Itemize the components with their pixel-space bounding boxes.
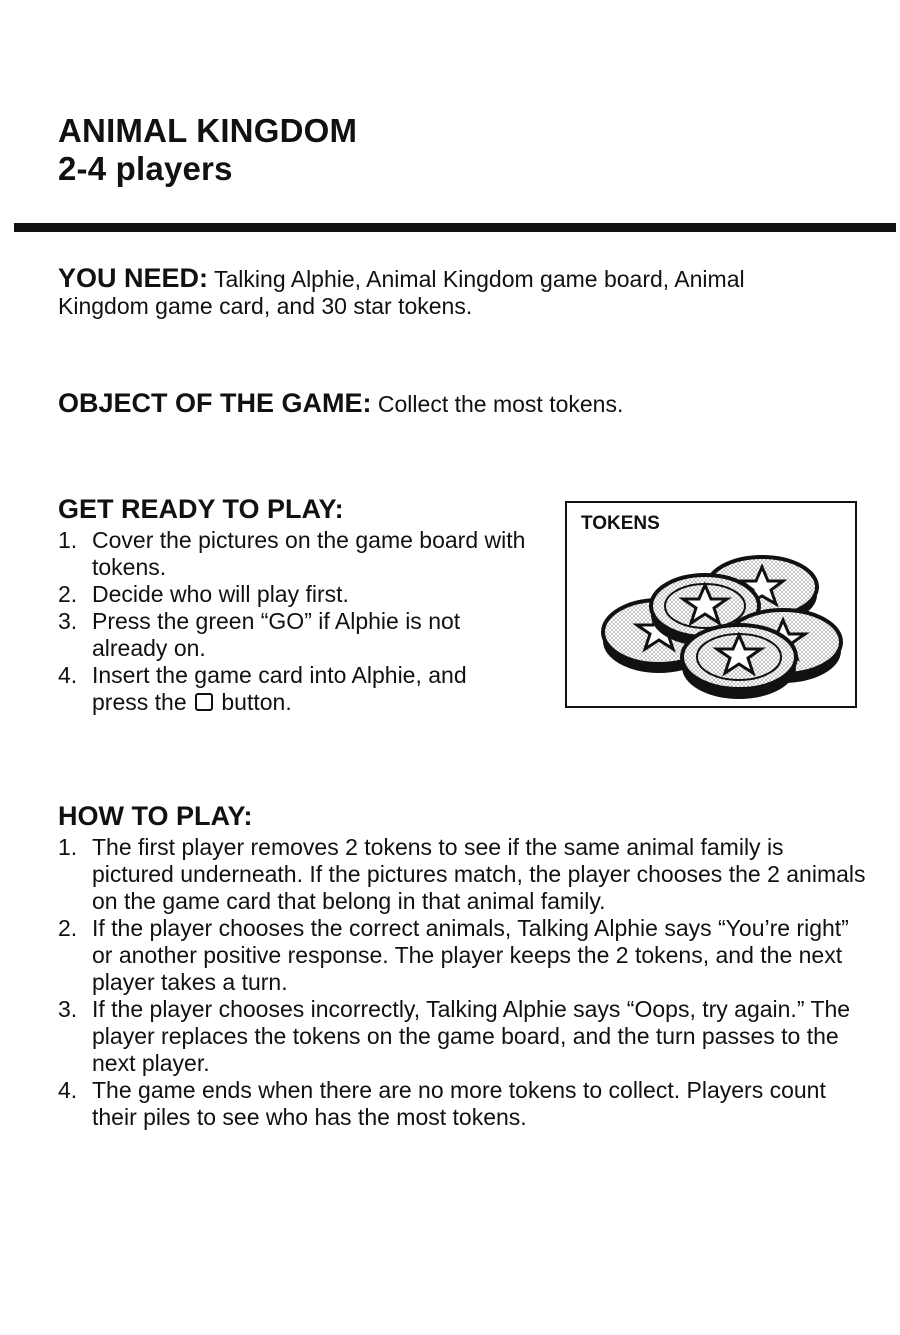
- token-shape: [682, 625, 796, 699]
- you-need-section: [58, 265, 818, 320]
- list-item: 2. If the player chooses the correct animals, Talking Alphie says “You’re right” or another positive response. The player keeps the 2 tokens, and the next player takes a turn.: [58, 915, 849, 995]
- list-item: 3. Press the green “GO” if Alphie is not already on.: [58, 608, 461, 661]
- you-need-text: Talking Alphie, Animal Kingdom game board, Animal Kingdom game card, and 30 star tokens.: [58, 266, 745, 319]
- star-token-icon: [587, 533, 847, 703]
- how-to-play-steps: [58, 834, 870, 1131]
- list-item: 4. The game ends when there are no more tokens to collect. Players count their piles to see who has the most tokens.: [58, 1077, 826, 1130]
- object-label: OBJECT OF THE GAME:: [58, 388, 372, 418]
- player-count: 2-4 players: [58, 150, 233, 187]
- you-need-label: YOU NEED:: [58, 263, 209, 293]
- square-button-icon: [195, 693, 213, 711]
- list-item: 1. Cover the pictures on the game board with tokens.: [58, 527, 526, 580]
- get-ready-steps: [58, 527, 528, 716]
- game-title: ANIMAL KINGDOM: [58, 112, 358, 149]
- list-item: 3. If the player chooses incorrectly, Talking Alphie says “Oops, try again.” The player replaces the tokens on the game board, and the turn passes to the next player.: [58, 996, 851, 1076]
- tokens-figure: [565, 501, 857, 708]
- list-item: 1. The first player removes 2 tokens to see if the same animal family is pictured underneath. If the pictures match, the player chooses the 2 animals on the game card that belong in that animal family.: [58, 834, 866, 914]
- get-ready-heading: GET READY TO PLAY:: [58, 494, 344, 524]
- list-item: 4. Insert the game card into Alphie, and press the button.: [58, 662, 467, 715]
- header-divider: [14, 223, 896, 232]
- object-text: Collect the most tokens.: [377, 391, 624, 417]
- how-to-play-heading: HOW TO PLAY:: [58, 801, 253, 831]
- title-block: [58, 112, 357, 188]
- list-item: 2. Decide who will play first.: [58, 581, 349, 607]
- tokens-label: TOKENS: [581, 513, 660, 534]
- object-section: [58, 390, 858, 418]
